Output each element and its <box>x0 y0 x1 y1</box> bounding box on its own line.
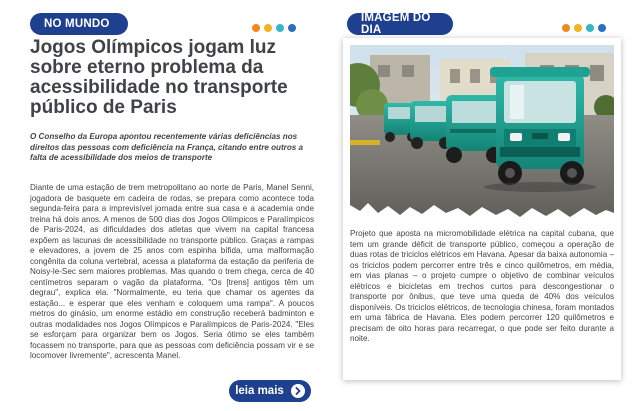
decorative-dots <box>252 24 296 32</box>
headline: Jogos Olímpicos jogam luz sobre eterno problema da acessibilidade no transporte público de Paris <box>30 37 288 118</box>
subhead: O Conselho da Europa apontou recentemente várias deficiências nos direitos das pessoas com deficiência na França, citando entre outros a falta de acessibilidade dos meios de transporte <box>30 132 304 162</box>
dot-teal <box>276 24 284 32</box>
dot-orange <box>562 24 570 32</box>
dot-yellow <box>264 24 272 32</box>
dot-orange <box>252 24 260 32</box>
dot-teal <box>586 24 594 32</box>
dot-yellow <box>574 24 582 32</box>
photo-card <box>343 38 621 380</box>
read-more-label: leia mais <box>235 385 284 397</box>
read-more-button[interactable] <box>229 380 311 402</box>
image-of-the-day-column <box>330 0 641 411</box>
photo-caption: Projeto que aposta na micromobilidade elétrica na capital cubana, que tem um grande déficit de transporte público, começou a operação de duas rotas de triciclos elétricos em Havana. Apesar da baixa autonomia – os triciclos podem percorrer entre três e cinco quilômetros, em média, em vias planas – o projeto cumpre o objetivo de combinar veículos elétricos e bicicletas em trechos curtos para descongestionar o transporte por ônibus, que teve uma queda de 40% dos veículos disponíveis. Os triciclos elétricos, de tecnologia chinesa, foram montados em uma fábrica de Havana. Eles podem percorrer 120 quilômetros e precisam de oito horas para recarregar, o que pode ser feito durante a noite. <box>350 229 614 343</box>
decorative-dots <box>562 24 606 32</box>
section-label-imagem-do-dia: IMAGEM DO DIA <box>347 13 453 35</box>
article-body: Diante de uma estação de trem metropolitano ao norte de Paris, Manel Senni, jogadora de basquete em cadeira de rodas, se prepara como acontece toda segunda-feira para a imprevisível jornada entre sua casa e a academia onde treina há dois anos. A menos de 500 dias dos Jogos Olímpicos e Paralímpicos de Paris-2024, as dificuldades dos atletas que vivem na capital francesa expõem as lacunas de acessibilidade no transporte público. Graças a rampas e elevadores, a jovem de 25 anos com espinha bífida, uma malformação congênita da coluna vertebral, acessa a plataforma da estação da periferia de Noisy-le-Sec sem maiores problemas. Mas quando o trem chega, cerca de 40 centímetros separam o vagão da plataforma. "Os [trens] antigos têm um degrau", explica ela. "Normalmente, eu teria que chamar os agentes da estação... e esperar que eles venham e coloquem uma rampa". A poucos metros do ginásio, um enorme estádio em construção receberá badminton e outras modalidades nos Jogos Olímpicos e Paralímpicos de Paris-2024. "Eles se esforçam para organizar bem os Jogos. Seria ótimo se eles também focassem no transporte, para que as pessoas com deficiência possam vir e se locomover livremente", acrescenta Manel. <box>30 183 314 360</box>
dot-blue <box>598 24 606 32</box>
chevron-right-icon <box>291 384 305 398</box>
dot-blue <box>288 24 296 32</box>
photo-electric-tricycles <box>350 45 614 223</box>
section-label-no-mundo: NO MUNDO <box>30 13 128 35</box>
